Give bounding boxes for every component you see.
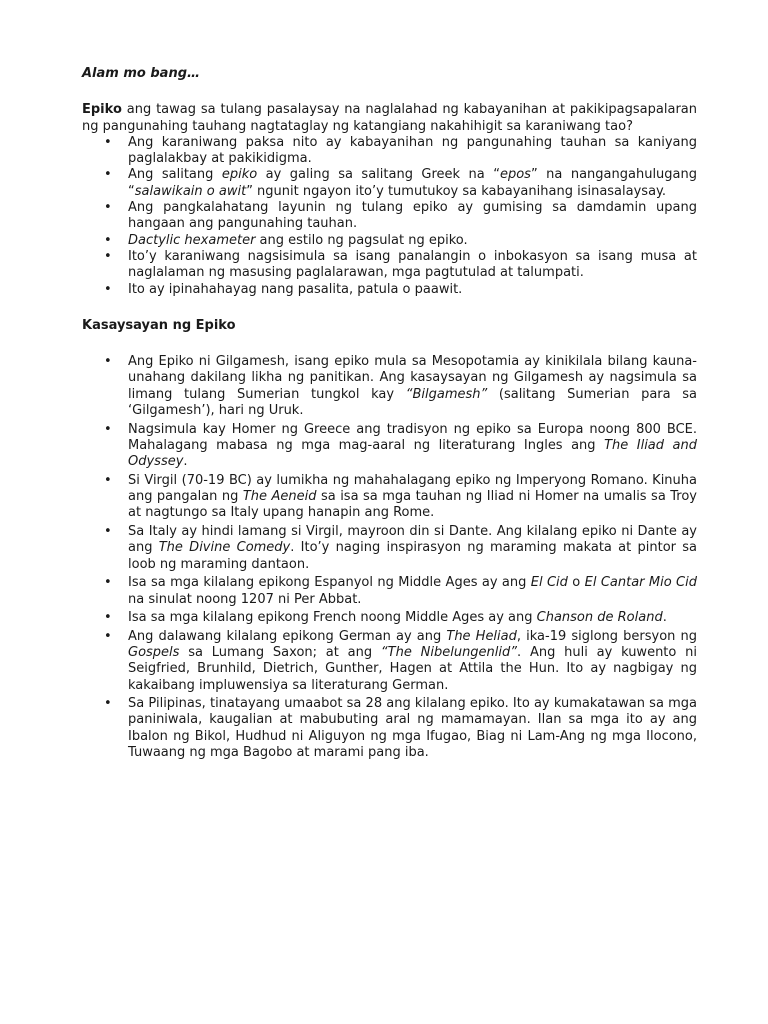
kasaysayan-list: [82, 354, 697, 761]
list-item: [128, 249, 697, 282]
list-item-text: .: [662, 610, 667, 626]
list-item-text: ” ngunit ngayon ito’y tumutukoy sa kabayanihang isinasalaysay.: [246, 183, 667, 199]
italic-term: The Heliad: [446, 628, 517, 644]
italic-term: El Cid: [530, 575, 568, 591]
intro-paragraph: [82, 102, 697, 135]
list-item: [128, 696, 697, 761]
list-item-text: Ang dalawang kilalang epikong German ay ang: [128, 628, 447, 644]
list-item: [128, 135, 697, 168]
list-item-text: Ang karaniwang paksa nito ay kabayanihan ng pangunahing tauhan sa kaniyang paglalakbay at pakikidigma.: [128, 134, 697, 167]
italic-term: Dactylic hexameter: [128, 232, 256, 248]
list-item: [128, 282, 697, 298]
list-item-text: Isa sa mga kilalang epikong Espanyol ng Middle Ages ay ang: [128, 575, 531, 591]
list-item: [128, 422, 697, 471]
intro-text: ang tawag sa tulang pasalaysay na naglalahad ng kabayanihan at pakikipagsapalaran ng pangunahing tauhang nagtataglay ng katangiang nakahihigit sa karaniwang tao?: [82, 102, 697, 134]
italic-term: epiko: [221, 167, 258, 183]
italic-term: epos: [499, 167, 531, 183]
list-item-text: Sa Italy ay hindi lamang si Virgil, mayroon din si Dante. Ang kilalang epiko ni Dante ay ang: [128, 524, 697, 556]
italic-term: The Divine Comedy: [158, 540, 291, 556]
list-item-text: . Ito’y naging inspirasyon ng maraming makata at pintor sa loob ng maraming dantaon.: [128, 540, 698, 572]
list-item-text: Ang salitang: [128, 167, 222, 183]
italic-term: “Bilgamesh”: [405, 386, 488, 402]
list-item-text: Ito’y karaniwang nagsisimula sa isang panalangin o inbokasyon sa isang musa at naglalaman ng masusing paglalarawan, mga pagtutulad at talumpati.: [128, 248, 697, 281]
list-item-text: ang estilo ng pagsulat ng epiko.: [255, 232, 468, 248]
list-item: [128, 200, 697, 233]
list-item-text: Sa Pilipinas, tinatayang umaabot sa 28 ang kilalang epiko. Ito ay kumakatawan sa mga paniniwala, kaugalian at mabubuting aral ng mamamayan. Ilan sa mga ito ay ang Ibalon ng Bikol, Hudhud ni Aliguyon ng mga Ifugao, Biag ni Lam-Ang ng mga Ilocono, Tuwaang ng mga Bagobo at marami pang iba.: [128, 696, 697, 761]
list-item-text: na sinulat noong 1207 ni Per Abbat.: [128, 591, 362, 607]
list-item-text: Ito ay ipinahahayag nang pasalita, patula o paawit.: [128, 281, 463, 297]
intro-term: Epiko: [82, 102, 122, 118]
list-item-text: Ang pangkalahatang layunin ng tulang epiko ay gumising sa damdamin upang hangaan ang pangunahing tauhan.: [128, 200, 697, 232]
list-item-text: Isa sa mga kilalang epikong French noong Middle Ages ay ang: [128, 610, 537, 626]
list-item-text: Nagsimula kay Homer ng Greece ang tradisyon ng epiko sa Europa noong 800 BCE. Mahalagang mabasa ng mga mag-aaral ng literaturang Ingles ang: [128, 421, 697, 453]
list-item: [128, 233, 697, 249]
list-item-text: o: [567, 575, 585, 591]
list-item: [128, 473, 697, 522]
list-item-text: , ika-19 siglong bersyon ng: [516, 628, 698, 644]
section-heading-kasaysayan: Kasaysayan ng Epiko: [82, 317, 236, 333]
epiko-facts-list: [82, 135, 697, 298]
list-item-text: Si Virgil (70-19 BC) ay lumikha ng mahahalagang epiko ng Imperyong Romano. Kinuha ang pangalan ng: [128, 472, 697, 505]
list-item-text: (salitang Sumerian para sa ‘Gilgamesh’), hari ng Uruk.: [128, 386, 697, 419]
italic-term: El Cantar Mio Cid: [584, 575, 697, 591]
list-item: [128, 575, 697, 608]
italic-term: Chanson de Roland: [536, 610, 663, 626]
italic-term: The Aeneid: [242, 489, 317, 505]
list-item-text: .: [183, 454, 188, 470]
list-item-text: . Ang huli ay kuwento ni Seigfried, Brunhild, Dietrich, Gunther, Hagen at Attila the Hun. Ito ay nagbigay ng kakaibang impluwensiya sa literaturang German.: [128, 644, 698, 693]
list-item-text: ay galing sa salitang Greek na “: [257, 167, 500, 183]
list-item: [128, 524, 697, 573]
italic-term: Gospels: [128, 644, 180, 660]
list-item: [128, 629, 697, 694]
list-item-text: sa isa sa mga tauhan ng Iliad ni Homer na umalis sa Troy at nagtungo sa Italy upang hanapin ang Rome.: [128, 489, 697, 521]
list-item: [128, 354, 697, 419]
italic-term: “The Nibelungenlid”: [380, 644, 518, 660]
list-item: [128, 167, 697, 200]
section-heading-alam-mo-bang: Alam mo bang…: [82, 66, 201, 81]
list-item: [128, 610, 697, 626]
list-item-text: sa Lumang Saxon; at ang: [179, 644, 381, 660]
italic-term: salawikain o awit: [134, 183, 247, 199]
list-item-text: Ang Epiko ni Gilgamesh, isang epiko mula sa Mesopotamia ay kinikilala bilang kauna-unahang dakilang likha ng panitikan. Ang kasaysayan ng Gilgamesh ay nagsimula sa limang tulang Sumerian tungkol kay: [128, 354, 697, 402]
italic-term: The Iliad and Odyssey: [128, 437, 697, 470]
list-item-text: ” na nangangahulugang “: [128, 167, 697, 199]
